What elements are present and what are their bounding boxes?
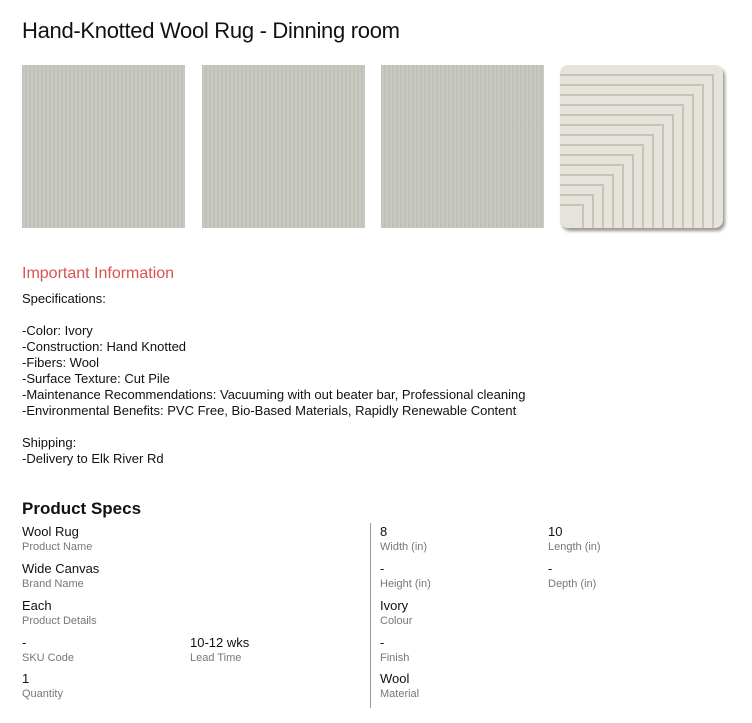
- spec-label: Width (in): [380, 541, 428, 553]
- spec-label: Lead Time: [190, 652, 242, 664]
- spec-item: [548, 561, 596, 591]
- product-image-swatch[interactable]: [560, 65, 723, 228]
- spec-item: [22, 561, 99, 591]
- spec-value: 10: [548, 524, 563, 539]
- spec-label: Material: [380, 688, 420, 700]
- spec-value: Wool Rug: [22, 524, 79, 539]
- spec-value: Ivory: [380, 598, 409, 613]
- spec-label: Depth (in): [548, 578, 597, 590]
- info-line: -Surface Texture: Cut Pile: [22, 371, 170, 386]
- spec-value: 10-12 wks: [190, 635, 250, 650]
- info-line: -Environmental Benefits: PVC Free, Bio-Based Materials, Rapidly Renewable Content: [22, 403, 517, 418]
- spec-label: SKU Code: [22, 652, 74, 664]
- spec-label: Brand Name: [22, 578, 84, 590]
- specs-divider: [370, 523, 371, 708]
- spec-value: 1: [22, 671, 30, 686]
- page-title: Hand-Knotted Wool Rug - Dinning room: [22, 18, 400, 43]
- spec-label: Quantity: [22, 688, 63, 700]
- spec-value: -: [548, 561, 553, 576]
- info-line: -Maintenance Recommendations: Vacuuming with out beater bar, Professional cleaning: [22, 387, 526, 402]
- spec-item: [380, 598, 412, 628]
- product-image-1[interactable]: [22, 65, 185, 228]
- product-image-3[interactable]: [381, 65, 544, 228]
- spec-item: [380, 524, 427, 554]
- spec-label: Product Details: [22, 615, 97, 627]
- spec-label: Product Name: [22, 541, 93, 553]
- spec-item: [380, 671, 419, 701]
- info-line: -Delivery to Elk River Rd: [22, 451, 164, 466]
- spec-value: 8: [380, 524, 388, 539]
- important-info-heading: Important Information: [22, 265, 175, 282]
- info-line: [22, 419, 525, 435]
- spec-value: Wide Canvas: [22, 561, 100, 576]
- spec-item: [22, 635, 74, 665]
- spec-label: Length (in): [548, 541, 601, 553]
- spec-value: -: [380, 561, 385, 576]
- info-line: Shipping:: [22, 435, 77, 450]
- spec-item: [548, 524, 601, 554]
- info-line: -Color: Ivory: [22, 323, 93, 338]
- spec-value: -: [380, 635, 385, 650]
- spec-label: Finish: [380, 652, 410, 664]
- info-line: -Construction: Hand Knotted: [22, 339, 187, 354]
- spec-label: Height (in): [380, 578, 431, 590]
- spec-item: [380, 635, 409, 665]
- product-specs-heading: Product Specs: [22, 499, 142, 518]
- product-image-2[interactable]: [202, 65, 365, 228]
- spec-value: -: [22, 635, 27, 650]
- spec-item: [22, 671, 63, 701]
- info-line: Specifications:: [22, 291, 106, 306]
- spec-item: [22, 598, 97, 628]
- spec-label: Colour: [380, 615, 413, 627]
- spec-item: [380, 561, 431, 591]
- info-line: -Fibers: Wool: [22, 355, 100, 370]
- spec-value: Each: [22, 598, 52, 613]
- spec-item: [190, 635, 249, 665]
- info-line: [22, 307, 525, 323]
- important-info-body: [22, 291, 525, 467]
- spec-item: [22, 524, 92, 554]
- spec-value: Wool: [380, 671, 410, 686]
